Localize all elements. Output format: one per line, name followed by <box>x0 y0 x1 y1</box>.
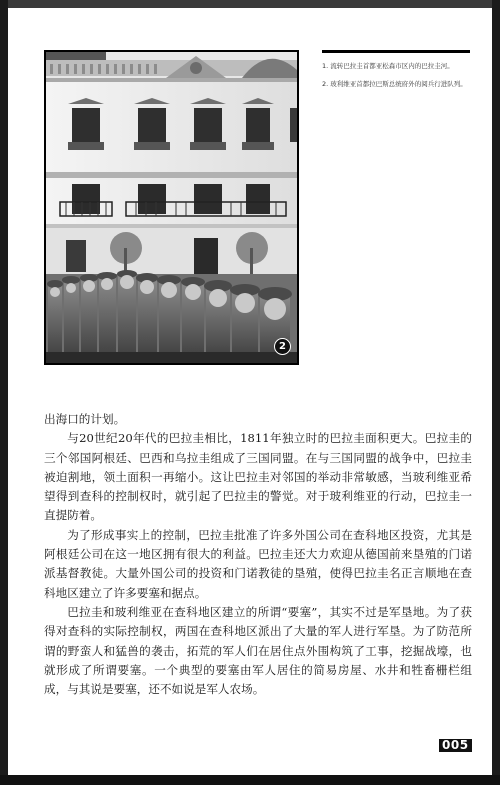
parade-photo-illustration <box>46 52 297 363</box>
photo-number-label: 2 <box>279 341 286 352</box>
page-frame-bottom <box>0 775 500 785</box>
caption-2: 2. 玻利维亚首都拉巴斯总统府外的阅兵行进队列。 <box>322 80 467 88</box>
page-frame-left <box>0 0 8 785</box>
paragraph-2: 与20世纪20年代的巴拉圭相比，1811年独立时的巴拉圭面积更大。巴拉圭的三个邻国阿根廷、巴西和乌拉圭组成了三国同盟。在与三国同盟的战争中，巴拉圭被迫割地，领土面积一再缩小。这让巴拉圭对邻国的举动非常敏感，当玻利维亚希望得到查科的控制权时，就引起了巴拉圭的警觉。对于玻利维亚的行动，巴拉圭一直提防着。 <box>44 431 472 523</box>
parade-photo <box>44 50 299 365</box>
caption-1: 1. 流转巴拉圭首都亚松森市区内的巴拉圭河。 <box>322 62 454 70</box>
body-text <box>44 410 472 699</box>
photo-number-badge <box>274 338 291 355</box>
caption-block <box>322 50 470 98</box>
paragraph-3: 为了形成事实上的控制，巴拉圭批准了许多外国公司在查科地区投资，尤其是阿根廷公司在这一地区拥有很大的利益。巴拉圭还大力欢迎从德国前来垦殖的门诺派基督教徒。大量外国公司的投资和门诺教徒的垦殖，使得巴拉圭名正言顺地在查科地区建立了许多要塞和据点。 <box>44 527 472 600</box>
page-number: 005 <box>439 739 472 752</box>
paragraph-4: 巴拉圭和玻利维亚在查科地区建立的所谓“要塞”，其实不过是军垦地。为了获得对查科的实际控制权，两国在查科地区派出了大量的军人进行军垦。为了防范所谓的野蛮人和猛兽的袭击，拓荒的军人们在居住点外围构筑了工事，挖掘战壕，也就形成了所谓要塞。一个典型的要塞由军人居住的简易房屋、水井和牲畜栅栏组成，与其说是要塞，还不如说是军人农场。 <box>44 604 472 697</box>
page-frame-top <box>0 0 500 8</box>
paragraph-continuation: 出海口的计划。 <box>44 412 126 426</box>
caption-rule <box>322 50 470 53</box>
page-frame-right <box>492 0 500 785</box>
